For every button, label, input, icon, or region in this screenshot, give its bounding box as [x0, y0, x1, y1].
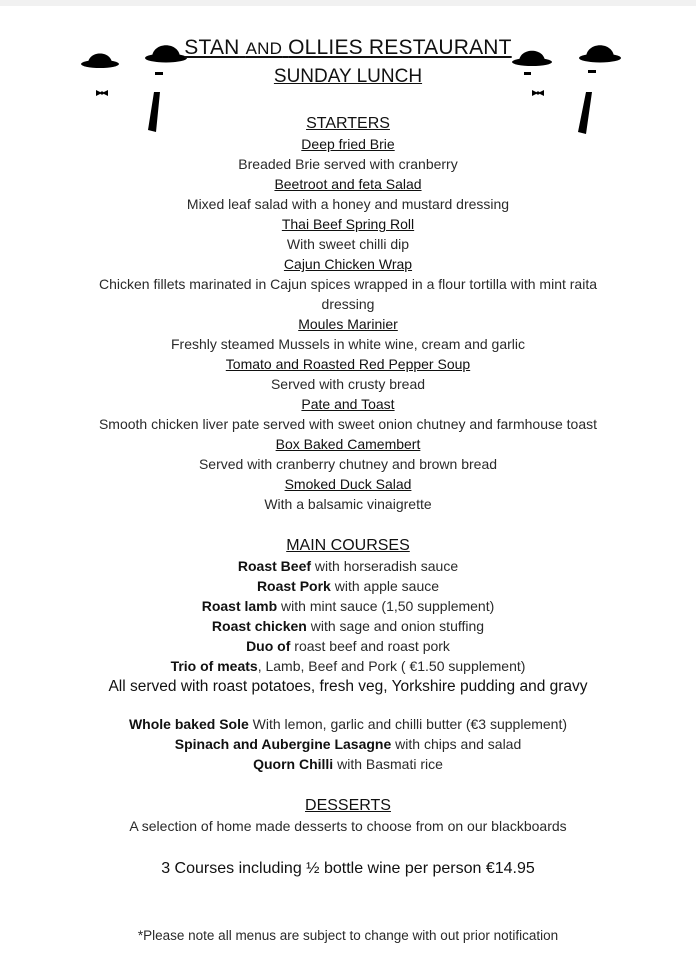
starter-desc: With sweet chilli dip [286, 236, 410, 252]
restaurant-name [0, 36, 696, 61]
starter-name: Smoked Duck Salad [284, 476, 412, 492]
starter-name: Cajun Chicken Wrap [283, 256, 413, 272]
starter-name: Pate and Toast [301, 396, 395, 412]
main-item-name: Duo of [246, 638, 291, 654]
main-item-name: Spinach and Aubergine Lasagne [174, 736, 392, 752]
main-item [0, 596, 696, 616]
starter-desc: Served with crusty bread [270, 376, 426, 392]
starter-name: Tomato and Roasted Red Pepper Soup [225, 356, 471, 372]
starters-title: STARTERS [306, 115, 390, 132]
restaurant-name-part1: STAN [184, 36, 240, 59]
starter-name: Deep fried Brie [301, 136, 395, 152]
price-line: 3 Courses including ½ bottle wine per person €14.95 [161, 860, 535, 877]
main-item [0, 714, 696, 734]
starter-desc: Served with cranberry chutney and brown bread [198, 456, 498, 472]
main-item-desc: with horseradish sauce [311, 558, 459, 574]
main-item [0, 734, 696, 754]
main-item [0, 556, 696, 576]
main-item-name: Roast Beef [237, 558, 312, 574]
all-served-note: All served with roast potatoes, fresh veg, Yorkshire pudding and gravy [108, 678, 588, 695]
starter-desc: Breaded Brie served with cranberry [238, 156, 458, 172]
starter-name: Moules Marinier [298, 316, 398, 332]
starter-name: Box Baked Camembert [275, 436, 421, 452]
top-border [0, 0, 696, 6]
spacer [0, 698, 696, 714]
main-item [0, 636, 696, 656]
mains-title: MAIN COURSES [286, 537, 410, 554]
main-item-desc: With lemon, garlic and chilli butter (€3 supplement) [248, 716, 568, 732]
main-item [0, 656, 696, 676]
main-item-name: Whole baked Sole [128, 716, 249, 732]
main-item-desc: with sage and onion stuffing [306, 618, 485, 634]
main-item [0, 616, 696, 636]
restaurant-name-part3: OLLIES RESTAURANT [288, 36, 512, 59]
main-item-desc: with mint sauce (1,50 supplement) [277, 598, 495, 614]
starters-section [0, 114, 696, 514]
starter-desc: Chicken fillets marinated in Cajun spices wrapped in a flour tortilla with mint raita dressing [99, 276, 597, 312]
main-item-desc: with Basmati rice [333, 756, 443, 772]
main-item-name: Roast chicken [211, 618, 307, 634]
desserts-desc: A selection of home made desserts to choose from on our blackboards [129, 818, 567, 834]
spacer [0, 514, 696, 536]
starter-desc: Smooth chicken liver pate served with sweet onion chutney and farmhouse toast [98, 416, 598, 432]
menu-subtitle: SUNDAY LUNCH [273, 66, 423, 87]
starter-desc: Freshly steamed Mussels in white wine, cream and garlic [170, 336, 526, 352]
main-item-name: Trio of meats [170, 658, 258, 674]
starter-desc: Mixed leaf salad with a honey and mustard dressing [186, 196, 510, 212]
main-item [0, 754, 696, 774]
main-item-name: Roast lamb [201, 598, 278, 614]
starter-name: Beetroot and feta Salad [274, 176, 422, 192]
main-item [0, 576, 696, 596]
menu-header [0, 36, 696, 89]
desserts-title: DESSERTS [305, 797, 391, 814]
desserts-section [0, 796, 696, 836]
mains-section [0, 536, 696, 774]
main-item-desc: roast beef and roast pork [290, 638, 450, 654]
spacer [0, 774, 696, 796]
starter-desc: With a balsamic vinaigrette [264, 496, 432, 512]
main-item-desc: , Lamb, Beef and Pork ( €1.50 supplement) [257, 658, 526, 674]
spacer [0, 836, 696, 858]
main-item-desc: with apple sauce [330, 578, 440, 594]
main-item-name: Roast Pork [256, 578, 331, 594]
starter-name: Thai Beef Spring Roll [281, 216, 415, 232]
main-item-name: Quorn Chilli [253, 756, 334, 772]
main-item-desc: with chips and salad [391, 736, 522, 752]
menu-body [0, 114, 696, 880]
disclaimer: *Please note all menus are subject to change with out prior notification [137, 928, 559, 943]
restaurant-name-part2: AND [245, 39, 283, 58]
